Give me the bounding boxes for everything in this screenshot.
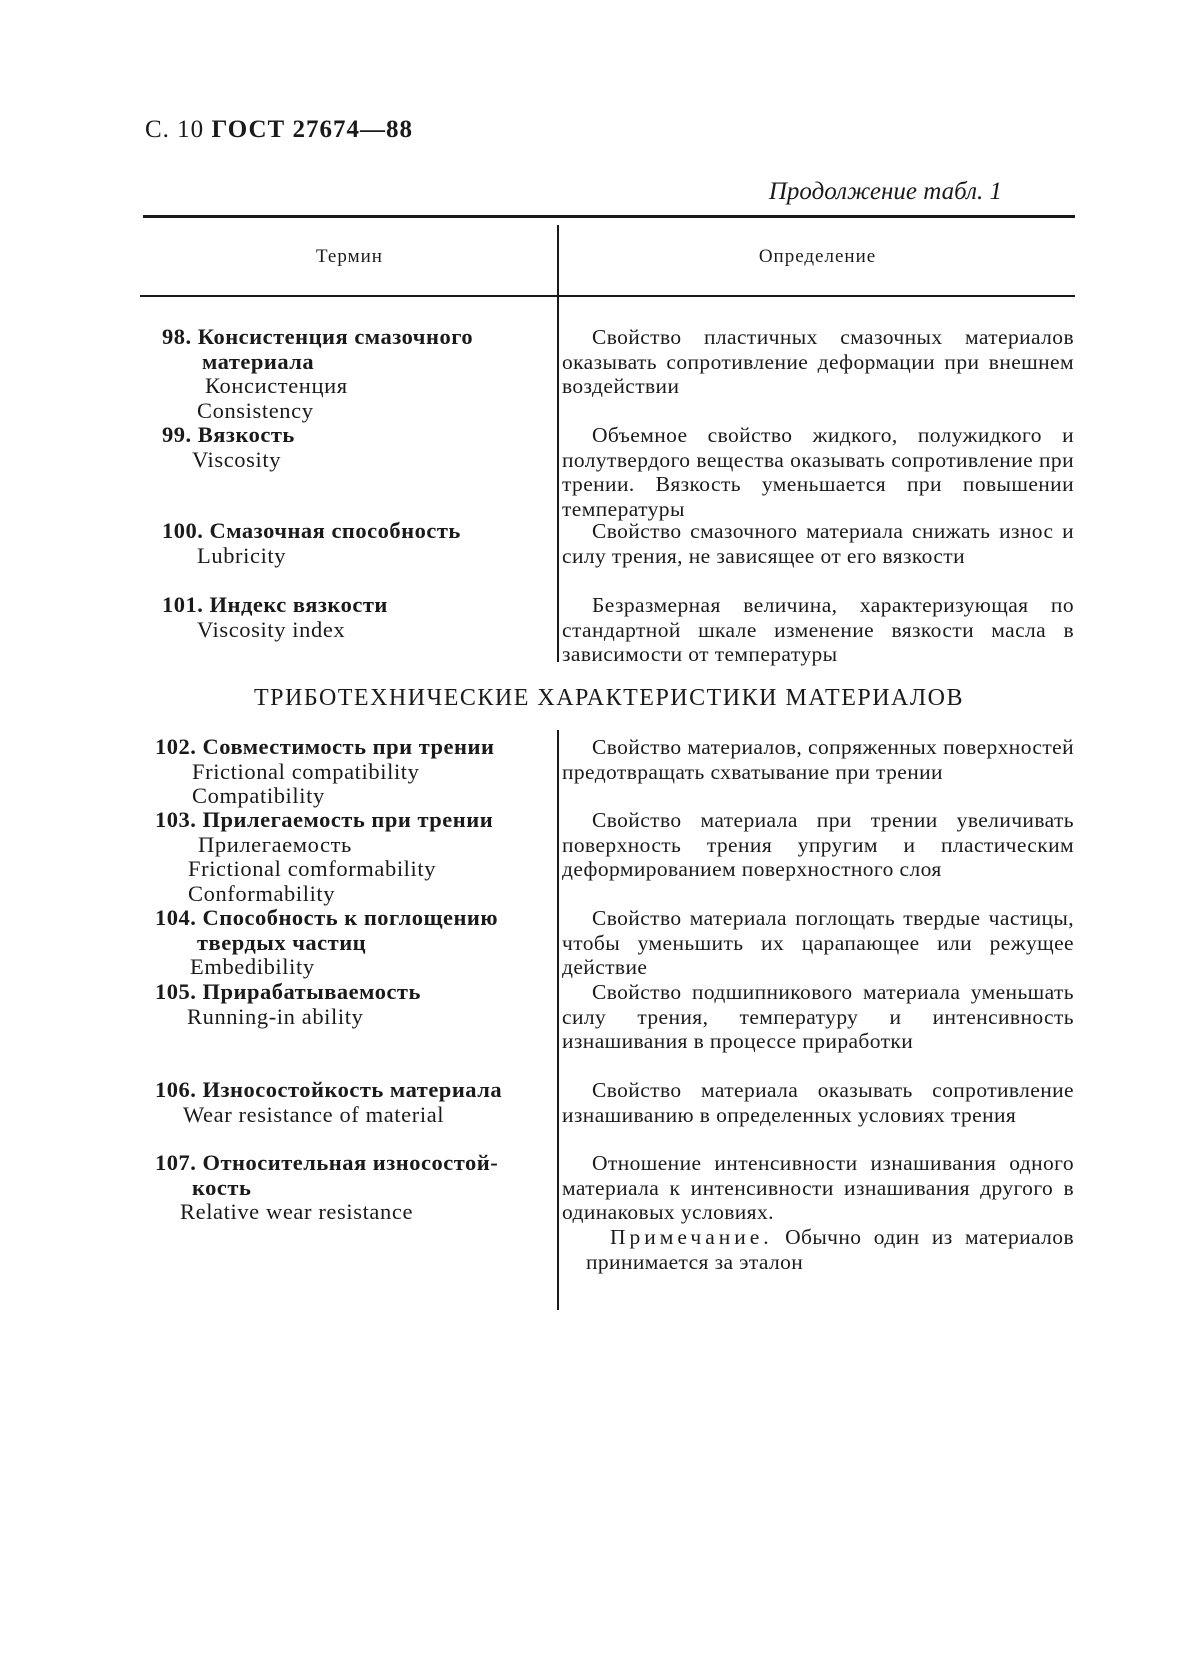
term-synonym: Консистенция xyxy=(205,373,348,398)
term-main: 102. Совместимость при трении xyxy=(155,734,495,759)
term-english: Relative wear resistance xyxy=(180,1199,414,1224)
term-english: Frictional compatibility xyxy=(192,758,420,784)
column-divider xyxy=(557,225,559,298)
table-top-rule xyxy=(143,215,1075,218)
term-main: 107. Относительная износостой- xyxy=(155,1150,499,1175)
term-main: 104. Способность к поглощению xyxy=(155,905,499,930)
definition-text: Свойство материала поглощать твердые частицы, чтобы уменьшить их царапающее или режущее действие xyxy=(562,906,1074,979)
table-continuation-label: Продолжение табл. 1 xyxy=(768,178,1002,205)
term-main: кость xyxy=(192,1174,252,1200)
term-english: Frictional comformability xyxy=(188,856,437,881)
term-english: Viscosity index xyxy=(197,616,346,642)
term-english-short: Conformability xyxy=(188,880,336,906)
column-divider xyxy=(557,298,559,662)
definition-text: Свойство материалов, сопряженных поверхностей предотвращать схватывание при трении xyxy=(562,735,1074,784)
term-english: Embedibility xyxy=(190,954,315,979)
term-entry xyxy=(162,593,388,642)
column-header-definition: Определение xyxy=(758,246,877,267)
definition-text: Свойство материала оказывать сопротивление изнашиванию в определенных условиях трения xyxy=(562,1078,1074,1127)
term-english: Viscosity xyxy=(192,446,282,472)
table-header-rule xyxy=(140,295,1075,297)
note-label: Примечание. xyxy=(610,1225,773,1249)
term-english: Running-in ability xyxy=(187,1003,364,1029)
term-entry xyxy=(155,1078,502,1127)
note-text: Обычно один из материалов принимается за эталон xyxy=(586,1225,1075,1274)
page-number: С. 10 xyxy=(145,116,205,143)
term-main: 103. Прилегаемость при трении xyxy=(155,807,494,832)
term-main: твердых частиц xyxy=(197,929,367,955)
definition-text: Свойство подшипникового материала уменьшать силу трения, температуру и интенсивность изнашивания в процессе приработки xyxy=(562,980,1074,1053)
term-entry xyxy=(155,980,421,1029)
definition-text: Объемное свойство жидкого, полужидкого и полутвердого вещества оказывать сопротивление при трении. Вязкость уменьшается при повышении температуры xyxy=(562,423,1074,521)
term-entry xyxy=(155,1151,498,1225)
term-entry xyxy=(155,808,493,906)
page-header xyxy=(145,116,413,144)
column-divider xyxy=(557,730,559,1310)
term-entry xyxy=(162,423,295,472)
definition-note xyxy=(586,1225,1074,1274)
definition-text: Отношение интенсивности изнашивания одного материала к интенсивности изнашивания другого в одинаковых условиях. xyxy=(562,1151,1074,1224)
term-main: 100. Смазочная способность xyxy=(162,518,461,543)
term-main: 106. Износостойкость материала xyxy=(155,1077,503,1102)
term-english-short: Compatibility xyxy=(192,783,325,808)
term-english: Consistency xyxy=(197,397,314,423)
term-synonym: Прилегаемость xyxy=(198,831,352,857)
term-main: 101. Индекс вязкости xyxy=(162,592,388,617)
term-entry xyxy=(162,519,461,568)
section-title: ТРИБОТЕХНИЧЕСКИЕ ХАРАКТЕРИСТИКИ МАТЕРИАЛОВ xyxy=(253,685,964,711)
definition-text: Свойство материала при трении увеличивать поверхность трения упругим и пластическим деформированием поверхностного слоя xyxy=(562,808,1074,881)
term-entry xyxy=(155,906,498,980)
standard-number: ГОСТ 27674—88 xyxy=(211,116,413,143)
definition-text: Свойство пластичных смазочных материалов оказывать сопротивление деформации при внешнем воздействии xyxy=(562,325,1074,398)
definition-text: Безразмерная величина, характеризующая по стандартной шкале изменение вязкости масла в зависимости от температуры xyxy=(562,593,1074,666)
term-english: Wear resistance of material xyxy=(183,1101,445,1127)
term-main: материала xyxy=(202,348,315,374)
term-entry xyxy=(162,325,473,423)
column-header-term: Термин xyxy=(316,246,383,267)
definition-text: Свойство смазочного материала снижать износ и силу трения, не зависящее от его вязкости xyxy=(562,519,1074,568)
term-english: Lubricity xyxy=(197,542,287,568)
term-main: 105. Прирабатываемость xyxy=(155,979,421,1004)
term-main: 98. Консистенция смазочного xyxy=(162,324,474,349)
term-main: 99. Вязкость xyxy=(162,422,295,447)
term-entry xyxy=(155,735,494,809)
